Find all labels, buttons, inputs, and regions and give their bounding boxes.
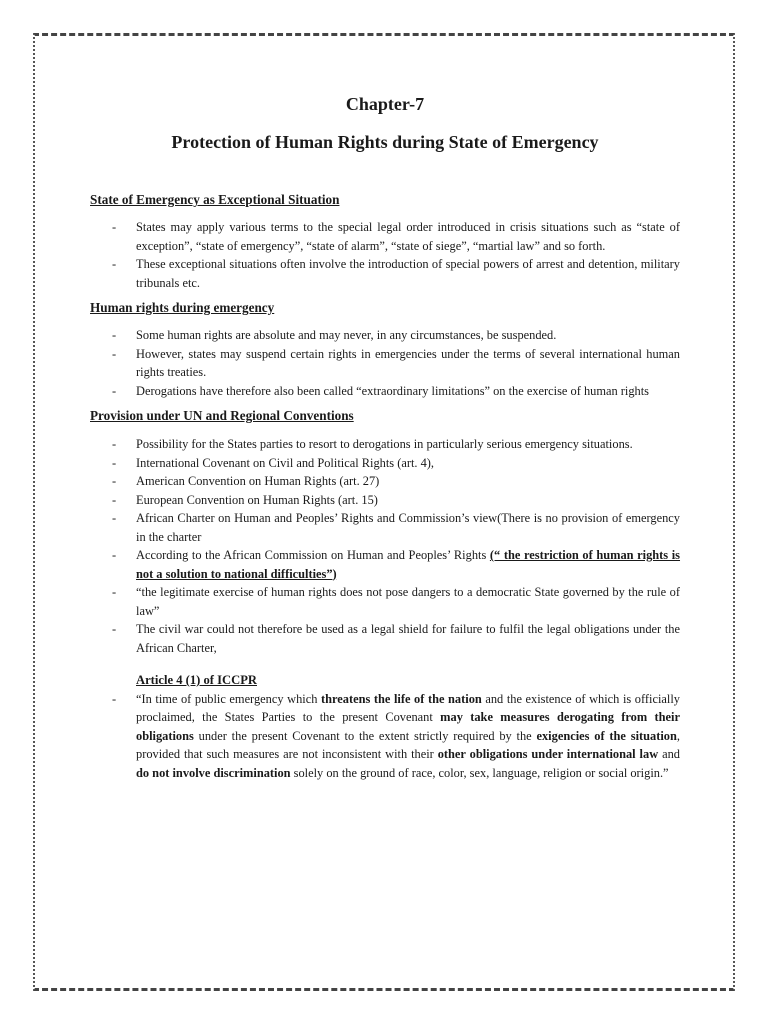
- list-item: - “the legitimate exercise of human rights does not pose dangers to a democratic State governed by the rule of law”: [90, 583, 680, 620]
- section-heading-exceptional-situation: State of Emergency as Exceptional Situation: [90, 192, 340, 207]
- chapter-heading: Chapter-7: [345, 94, 425, 114]
- list-item: - The civil war could not therefore be used as a legal shield for failure to fulfil the legal obligations under the African Charter,: [90, 620, 680, 657]
- list-item: - However, states may suspend certain rights in emergencies under the terms of several international human rights treaties.: [90, 345, 680, 382]
- quote-text: solely on the ground of race, color, sex, language, religion or social origin.”: [290, 765, 669, 780]
- african-commission-text: According to the African Commission on Human and Peoples’ Rights: [136, 548, 490, 562]
- list-item: - Possibility for the States parties to resort to derogations in particularly serious emergency situations.: [90, 435, 680, 454]
- list-item: - States may apply various terms to the special legal order introduced in crisis situations such as “state of exception”, “state of emergency”, “state of alarm”, “state of siege”, “martial law” and so forth.: [90, 218, 680, 255]
- list-item: - These exceptional situations often involve the introduction of special powers of arrest and detention, military tribunals etc.: [90, 255, 680, 292]
- quote-text: “In time of public emergency which: [136, 691, 321, 706]
- list-item: - American Convention on Human Rights (art. 27): [90, 472, 680, 491]
- list-item: - African Charter on Human and Peoples’ Rights and Commission’s view(There is no provision of emergency in the charter: [90, 509, 680, 546]
- section-list-exceptional-situation: [90, 218, 680, 292]
- list-item: - European Convention on Human Rights (art. 15): [90, 491, 680, 510]
- article-heading: Article 4 (1) of ICCPR: [136, 673, 257, 687]
- article-list: [90, 690, 680, 783]
- quote-bold: exigencies of the situation: [536, 728, 677, 743]
- quote-bold: do not involve discrimination: [136, 765, 291, 780]
- document-body: [90, 90, 680, 788]
- section-heading-un-regional-conventions: Provision under UN and Regional Conventions: [90, 408, 354, 423]
- list-item-african-commission: [90, 546, 680, 583]
- quote-bold: threatens the life of the nation: [320, 691, 482, 706]
- section-heading-human-rights-emergency: Human rights during emergency: [90, 300, 275, 315]
- section-list-un-regional-conventions: [90, 435, 680, 657]
- section-list-human-rights-emergency: [90, 326, 680, 400]
- list-item: - Derogations have therefore also been called “extraordinary limitations” on the exercise of human rights: [90, 382, 680, 401]
- quote-bold: other obligations under international law: [437, 747, 659, 761]
- quote-text: and the existence of which is officially proclaimed, the States Parties to the present Covenant: [136, 691, 680, 724]
- list-item: - Some human rights are absolute and may never, in any circumstances, be suspended.: [90, 326, 680, 345]
- list-item: - International Covenant on Civil and Political Rights (art. 4),: [90, 454, 680, 473]
- chapter-title: Protection of Human Rights during State of Emergency: [171, 132, 599, 152]
- quote-text: and: [658, 747, 680, 761]
- quote-text: under the present Covenant to the extent strictly required by the: [193, 728, 537, 743]
- article-quote: [90, 690, 680, 783]
- quote-text: , provided that such measures are not inconsistent with their: [136, 728, 680, 761]
- quote-bold: may take measures derogating from their obligations: [136, 710, 680, 743]
- african-commission-emphasis: (“ the restriction of human rights is not a solution to national difficulties”): [136, 548, 681, 581]
